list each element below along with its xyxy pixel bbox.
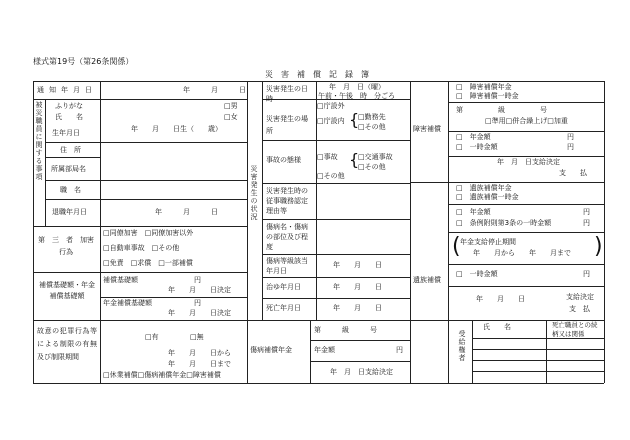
recipient-name-header: 氏 名: [483, 323, 511, 331]
survivor-stop-period: 年 月から 年 月まで: [473, 249, 571, 257]
crime-to: 年 月 日まで: [168, 360, 231, 368]
survivor-lump-yen: 円: [583, 270, 590, 278]
place-brace-icon: {: [349, 110, 360, 129]
wage-base-label: 補償基礎額: [103, 276, 138, 284]
female-checkbox[interactable]: □女: [224, 113, 238, 121]
crime-yes-checkbox[interactable]: □有: [145, 333, 159, 341]
stop-bracket-close-icon: ): [594, 234, 603, 259]
accident-type-label: 事故の態様: [266, 156, 301, 164]
survivor-stop-label: 年金支給停止期間: [460, 238, 516, 246]
birthdate-label: 生年月日: [52, 129, 80, 137]
place-other-checkbox[interactable]: □その他: [358, 123, 386, 131]
pension-grade: 第 級 号: [314, 326, 377, 334]
recipient-relation-header: 死亡職員との続柄又は関係: [552, 321, 598, 338]
survivor-paid: 支 払: [569, 305, 590, 313]
name-label: 氏 名: [55, 113, 83, 121]
survivor-pension-checkbox[interactable]: □ 遺族補償年金: [456, 184, 512, 192]
birthdate-value: 年 月 日生（ 歳）: [131, 125, 222, 133]
crime-from: 年 月 日から: [168, 349, 231, 357]
stop-bracket-open-icon: (: [452, 234, 461, 259]
survivor-decided: 支給決定: [566, 293, 594, 301]
type-traffic-checkbox[interactable]: □交通事故: [358, 153, 393, 161]
wage-pension-label: 年金補償基礎額: [103, 299, 152, 307]
furigana-label: ふりがな: [55, 102, 83, 110]
disability-lump-checkbox[interactable]: □ 障害補償一時金: [456, 92, 519, 100]
recipient-label: 受給権者: [458, 330, 466, 362]
disability-flags[interactable]: □準用□併合繰上げ□加重: [485, 117, 568, 125]
type-other2-checkbox[interactable]: □その他: [317, 172, 345, 180]
incident-section-label: 災害発生の状況: [250, 165, 258, 221]
form-number: 様式第19号（第26条関係）: [33, 57, 134, 66]
survivor-rule-yen: 円: [583, 219, 590, 227]
death-date-value: 年 月 日: [333, 304, 382, 312]
pension-paid-date: 年 月 日支給決定: [330, 368, 393, 376]
wage-base-decided: 年 月 日決定: [168, 286, 231, 294]
injury-label: 傷病名・傷病の部位及び程度: [266, 223, 308, 251]
pension-amount-yen: 円: [396, 346, 403, 354]
survivor-pension-yen: 円: [583, 208, 590, 216]
page-title: 災 害 補 償 記 録 簿: [265, 70, 369, 79]
disability-lump-yen: 円: [567, 143, 574, 151]
incident-place-label: 災害発生の場 所: [266, 115, 322, 135]
survivor-lump-checkbox[interactable]: □ 遺族補償一時金: [456, 193, 519, 201]
crime-types[interactable]: □休業補償□傷病補償年金□障害補償: [103, 371, 221, 379]
survivor-lump-amount: □ 一時金額: [456, 270, 498, 278]
type-accident-checkbox[interactable]: □事故: [317, 153, 338, 161]
incident-datetime-label: 災害発生の日 時: [266, 85, 322, 103]
incident-date-value: 年 月 日（曜）: [329, 83, 385, 91]
disability-paid: 支 払: [559, 169, 587, 177]
cured-date-label: 治ゆ年月日: [266, 283, 301, 291]
pension-amount-label: 年金額: [314, 346, 335, 354]
department-label: 所属部局名: [51, 165, 86, 173]
third-party-option-3[interactable]: □免責 □求償 □一部補償: [103, 259, 193, 267]
place-inside-checkbox[interactable]: □庁設内: [317, 117, 345, 125]
duty-reason-label: 災害発生時の従事職務認定理由等: [266, 187, 308, 215]
incident-time-value: 午前・午後 時 分ごろ: [318, 92, 395, 100]
notify-date-value: 年 月 日: [183, 86, 246, 94]
disability-label: 障害補償: [413, 125, 441, 133]
disability-grade: 第 級 号: [456, 106, 547, 114]
crime-restriction-label: 故意の犯罪行為等による制限の有無及び制限期間: [37, 327, 97, 361]
disability-pension-yen: 円: [567, 133, 574, 141]
injury-pension-label: 傷病補償年金: [250, 346, 292, 354]
position-label: 職 名: [60, 186, 81, 194]
survivor-decided-date: 年 月 日: [476, 295, 525, 303]
third-party-label: 第 三 者 加害行為: [38, 236, 94, 256]
grade-date-value: 年 月 日: [333, 261, 382, 269]
address-label: 住 所: [60, 146, 81, 154]
wage-pension-yen: 円: [194, 299, 201, 307]
place-outside-checkbox[interactable]: □庁設外: [317, 102, 345, 110]
place-workplace-checkbox[interactable]: □勤務先: [358, 113, 386, 121]
type-brace-icon: {: [349, 150, 360, 169]
disability-lump-amount: □ 一時金額: [456, 143, 498, 151]
death-date-label: 死亡年月日: [266, 304, 301, 312]
male-checkbox[interactable]: □男: [224, 102, 238, 110]
third-party-option-1[interactable]: □同僚加害 □同僚加害以外: [103, 229, 194, 237]
notify-date-label: 通知年月日: [37, 86, 97, 94]
survivor-rule-amount: □ 条例附則第3条の一時金額: [456, 219, 552, 227]
wage-pension-decided: 年 月 日決定: [168, 309, 231, 317]
wage-base-yen: 円: [194, 276, 201, 284]
cured-date-value: 年 月 日: [333, 283, 382, 291]
retire-date-value: 年 月 日: [155, 208, 218, 216]
type-other-checkbox[interactable]: □その他: [358, 163, 386, 171]
disability-pension-checkbox[interactable]: □ 障害補償年金: [456, 83, 512, 91]
crime-no-checkbox[interactable]: □無: [190, 333, 204, 341]
disability-pension-amount: □ 年金額: [456, 133, 491, 141]
wage-label: 補償基礎額・年金補償基礎額: [39, 281, 95, 300]
grade-date-label: 傷病等級該当年月日: [266, 257, 308, 275]
survivor-pension-amount: □ 年金額: [456, 208, 491, 216]
injured-section-label: 被災職員に関する事項: [35, 101, 43, 181]
disability-decided: 年 月 日支給決定: [497, 158, 560, 166]
third-party-option-2[interactable]: □自動車事故 □その他: [103, 244, 180, 252]
survivor-label: 遺族補償: [413, 276, 441, 284]
retire-date-label: 退職年月日: [52, 208, 87, 216]
